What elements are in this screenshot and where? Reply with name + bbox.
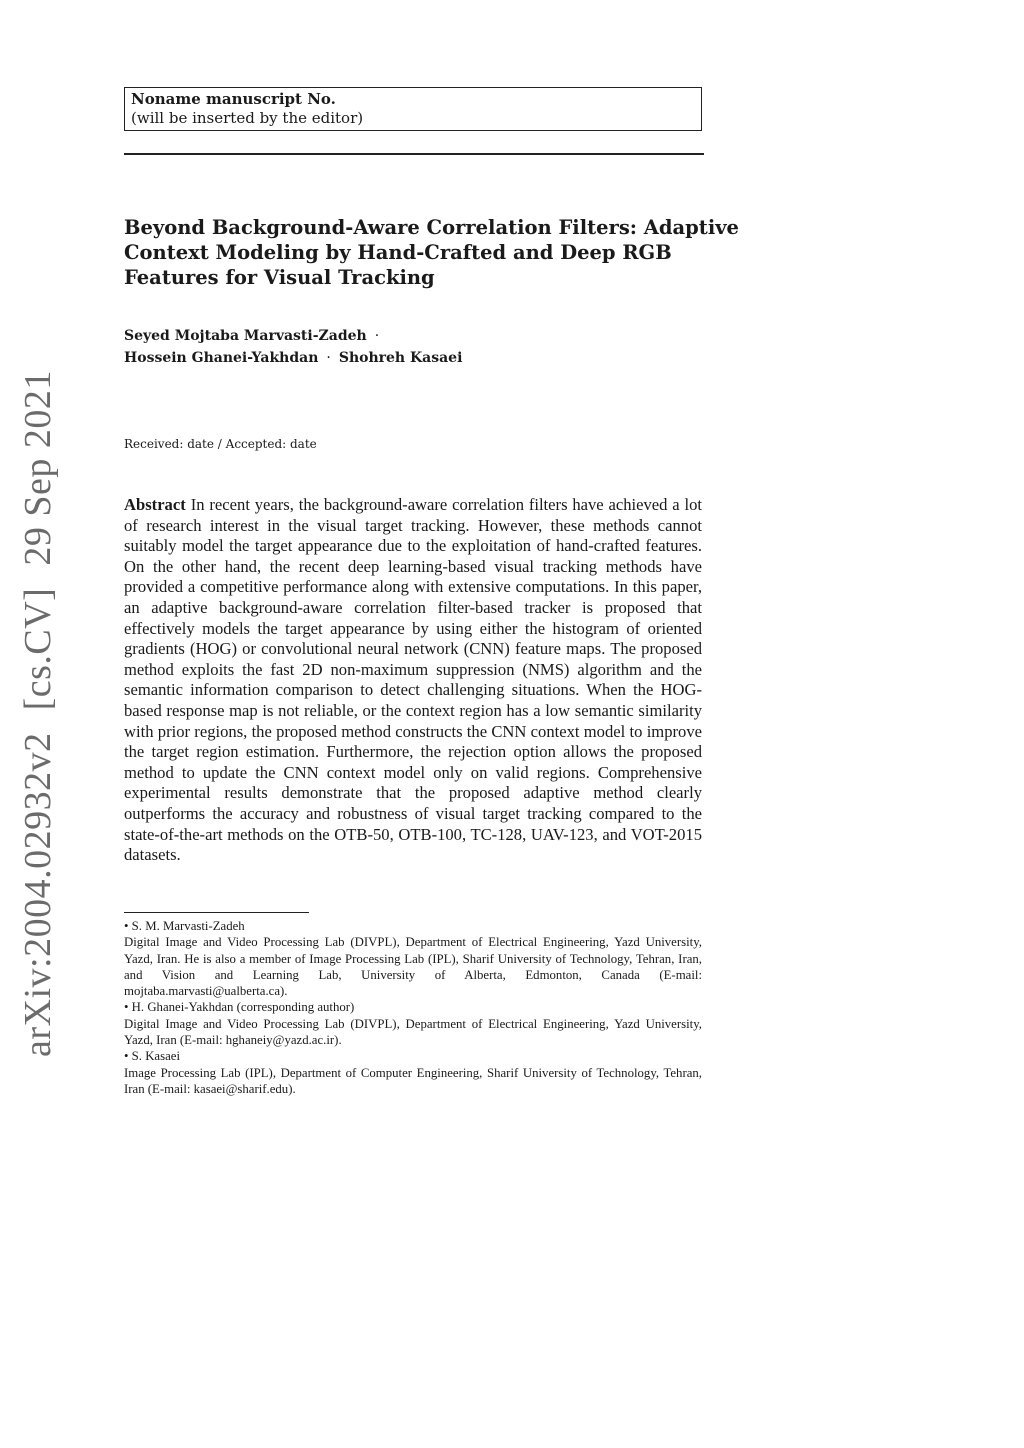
editor-info-box (124, 87, 702, 131)
footnote-author-1 (124, 918, 702, 999)
footnote-head: • H. Ghanei-Yakhdan (corresponding author) (124, 1000, 355, 1015)
abstract-text: In recent years, the background-aware correlation filters have achieved a lot of research interest in the visual target tracking. However, these methods cannot suitably model the target appearance due to the exploitation of hand-crafted features. On the other hand, the recent deep learning-based visual tracking methods have provided a competitive performance along with extensive computations. In this paper, an adaptive background-aware correlation filter-based tracker is proposed that effectively models the target appearance by using either the histogram of oriented gradients (HOG) or convolutional neural network (CNN) feature maps. The proposed method exploits the fast 2D non-maximum suppression (NMS) algorithm and the semantic information comparison to detect challenging situations. When the HOG-based response map is not reliable, or the context region has a low semantic similarity with prior regions, the proposed method constructs the CNN context model to improve the target region estimation. Furthermore, the rejection option allows the proposed method to update the CNN context model only on valid regions. Comprehensive experimental results demonstrate that the proposed adaptive method clearly outperforms the accuracy and robustness of visual target tracking compared to the state-of-the-art methods on the OTB-50, OTB-100, TC-128, UAV-123, and VOT-2015 datasets. (124, 495, 702, 865)
title-line-1: Beyond Background-Aware Correlation Filters: Adaptive (124, 216, 739, 239)
author-separator: · (374, 328, 380, 344)
arxiv-date: 29 Sep 2021 (17, 370, 59, 566)
author-separator: · (326, 350, 331, 366)
footnote-rule (124, 912, 309, 913)
footnote-head: • S. M. Marvasti-Zadeh (124, 919, 245, 933)
footnote-author-2 (124, 999, 702, 1048)
title-line-2: Context Modeling by Hand-Crafted and Deep RGB (124, 241, 672, 264)
title-line-3: Features for Visual Tracking (124, 266, 435, 289)
arxiv-stamp (18, 370, 58, 1057)
arxiv-category: [cs.CV] (17, 587, 59, 711)
header-rule (124, 153, 704, 155)
footnote-body: Digital Image and Video Processing Lab (DIVPL), Department of Electrical Engineering, Yazd University, Yazd, Iran (E-mail: hghaneiy@yazd.ac.ir). (124, 1016, 702, 1048)
abstract-label: Abstract (124, 495, 186, 514)
received-accepted-line: Received: date / Accepted: date (124, 437, 317, 451)
arxiv-id: arXiv:2004.02932v2 (17, 732, 59, 1057)
footnote-body: Image Processing Lab (IPL), Department of Computer Engineering, Sharif University of Technology, Tehran, Iran (E-mail: kasaei@sharif.edu). (124, 1065, 702, 1096)
manuscript-number: Noname manuscript No. (131, 90, 336, 108)
paper-title (124, 215, 739, 290)
footnote-body: Digital Image and Video Processing Lab (DIVPL), Department of Electrical Engineering, Yazd University, Yazd, Iran. He is also a member of Image Processing Lab (IPL), Sharif University of Technology, Tehran, Iran, and Vision and Learning Lab, University of Alberta, Edmonton, Canada (E-mail: mojtaba.marvasti@ualberta.ca). (124, 935, 702, 999)
author-footnotes (124, 918, 702, 1097)
author-2: Hossein Ghanei-Yakhdan (124, 350, 319, 366)
footnote-author-3 (124, 1048, 702, 1097)
author-3: Shohreh Kasaei (338, 350, 463, 366)
author-1: Seyed Mojtaba Marvasti-Zadeh (124, 328, 367, 344)
abstract (124, 495, 702, 866)
footnote-head: • S. Kasaei (124, 1049, 181, 1064)
editor-note: (will be inserted by the editor) (131, 109, 364, 127)
author-list (124, 325, 704, 369)
